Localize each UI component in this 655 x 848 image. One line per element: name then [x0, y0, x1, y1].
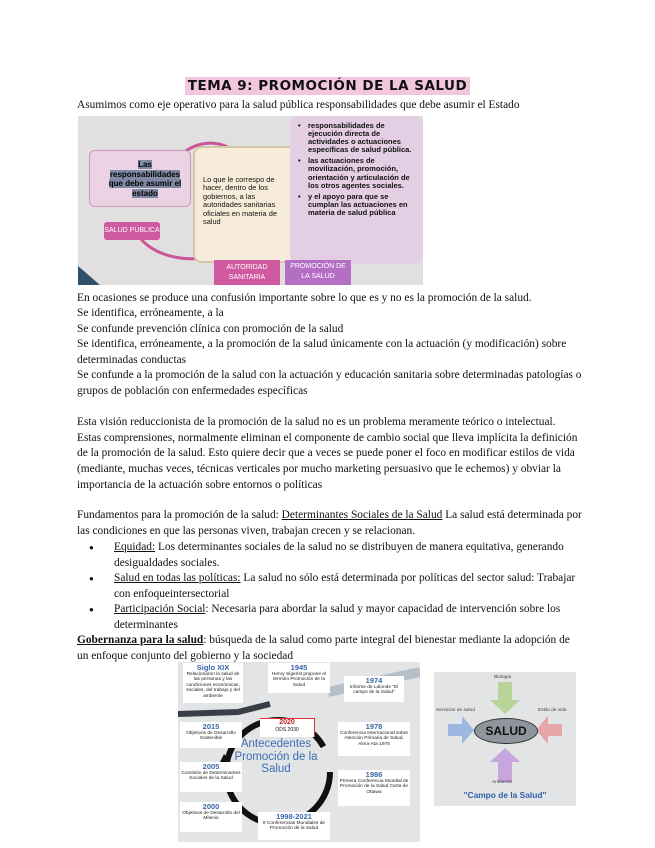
state-responsibilities-box	[89, 150, 191, 207]
fundamentos-paragraph	[77, 508, 582, 539]
left-box-label: Las responsabilidades que debe asumir el estado	[108, 160, 182, 198]
salud-ellipse: SALUD	[474, 718, 538, 744]
campo-salud-diagram	[434, 672, 576, 806]
event-year: Siglo XIX	[196, 663, 230, 672]
intro-text: Asumimos como eje operativo para la salud pública responsabilidades que debe asumir el Estado	[77, 99, 520, 111]
antecedentes-title: Antecedentes Promoción de la Salud	[234, 738, 318, 775]
promotion-box	[290, 116, 423, 264]
event-text: Objetivos de Desarrollo Sostenible	[186, 731, 236, 742]
health-authority-pill: AUTORIDAD SANITARIA	[214, 260, 280, 285]
reductionist-paragraph: Esta visión reduccionista de la promoción de la salud no es un problema meramente teórico o intelectual. Estas comprensiones, normalmente eliminan el componente de cambio social que lleva implícita la definición de la promoción de la salud. Esto quiere decir que a veces se puede poner el foco en modificar estilos de vida (mediante, muchas veces, técnicas verticales por mucho marketing persuasivo que le echemos) y obviar la importancia de la actuación sobre entornos o políticas	[77, 416, 578, 491]
confusion-line: Se confunde a la promoción de la salud con la actuación y educación sanitaria sobre determinadas patologías o grupos de población con enfermedades específicas	[77, 369, 582, 397]
timeline-event	[338, 722, 410, 756]
gobernanza-paragraph	[77, 633, 582, 664]
health-authority-box	[193, 146, 303, 263]
event-year: 1974	[365, 676, 383, 685]
event-text: Henry Sigerist propone el término Promoción de la Salud	[271, 672, 327, 688]
timeline-event	[344, 676, 404, 702]
event-text: Primera Conferencia Mundial de Promoción de la Salud Carta de Ottawa	[339, 779, 409, 795]
promotion-item: • las actuaciones de movilización, promoción, orientación y articulación de los otros agentes sociales.	[298, 157, 416, 189]
campo-top-label: Biología	[494, 675, 512, 680]
event-text: Comisión de Determinantes Sociales de la Salud	[181, 771, 241, 782]
fundamentos-lead: Fundamentos para la promoción de la salud:	[77, 509, 282, 521]
event-year: 1945	[290, 663, 308, 672]
campo-right-label: Estilo de vida	[538, 708, 567, 713]
timeline-event	[268, 663, 330, 693]
event-text: Conferencia Internacional sobre Atención Primaria de Salud, Alma-Ata 1978	[340, 731, 408, 747]
middle-box-text: Lo que le correspo de hacer, dentro de los gobiernos, a las autoridades sanitarias oficiales en materia de salud	[203, 175, 277, 227]
campo-caption: "Campo de la Salud"	[463, 790, 547, 800]
bullet-term: Equidad:	[114, 541, 156, 553]
bullet-term: Participación Social	[114, 603, 206, 615]
list-item	[77, 602, 577, 633]
event-text: ODS 2030	[275, 727, 299, 733]
promotion-item: • y el apoyo para que se cumplan las actuaciones en materia de salud pública	[298, 193, 416, 217]
confusion-line: En ocasiones se produce una confusión importante sobre lo que es y no es la promoción de la salud.	[77, 292, 532, 304]
event-year: 1986	[365, 770, 383, 779]
event-text: Objetivos de Desarrollo del Milenio	[182, 811, 240, 822]
fundamentos-list	[77, 540, 577, 633]
event-year: 1978	[365, 722, 383, 731]
bullet-text: Los determinantes sociales de la salud no se distribuyen de manera equitativa, generando desigualdades sociales.	[114, 541, 564, 569]
antecedentes-diagram	[178, 662, 420, 842]
event-year: 1998-2021	[276, 812, 312, 821]
confusion-line: Se identifica, erróneamente, a la promoción de la salud únicamente con la actuación (y modificación) sobre determinadas conductas	[77, 338, 567, 366]
fundamentos-rest: La salud está determinada por las condiciones en que las personas viven, trabajan crecen y se relacionan.	[77, 509, 582, 537]
timeline-event-highlight	[260, 718, 315, 737]
event-year: 2020	[279, 719, 295, 726]
event-year: 2015	[202, 722, 220, 731]
public-health-pill: SALUD PÚBLICA	[104, 222, 160, 240]
event-text: 9 Conferencias Mundiales de Promoción de la Salud	[262, 821, 326, 832]
responsibilities-diagram	[78, 116, 423, 285]
bullet-text: : Necesaria para abordar la salud y mayor capacidad de intervención sobre los determinantes	[114, 603, 561, 631]
state-responsibilities-text	[102, 160, 188, 198]
page-title: TEMA 9: PROMOCIÓN DE LA SALUD	[185, 77, 470, 95]
health-promotion-pill: PROMOCIÓN DE LA SALUD	[285, 260, 351, 285]
gobernanza-text: : búsqueda de la salud como parte integral del bienestar mediante la adopción de un enfoque conjunto del gobierno y la sociedad	[77, 634, 570, 662]
event-text: Informe de Lalonde "El campo de la Salud"	[349, 685, 399, 696]
timeline-event	[183, 663, 243, 703]
determinantes-term: Determinantes Sociales de la Salud	[281, 509, 443, 521]
bullet-term: Salud en todas las políticas:	[114, 572, 241, 584]
gobernanza-term: Gobernanza para la salud	[77, 634, 204, 646]
event-year: 2000	[202, 802, 220, 811]
event-text: Relacionaron la salud de las personas y las condiciones económicas, sociales, del trabajo y del ambiente	[186, 672, 240, 699]
confusion-line: Se confunde prevención clínica con promoción de la salud	[77, 323, 344, 335]
promotion-item: • responsabilidades de ejecución directa de actividades o actuaciones específicas de salud pública.	[298, 122, 416, 154]
campo-bottom-label: Ambiente	[492, 780, 513, 785]
title-wrap	[0, 77, 655, 95]
bullet-text: La salud no sólo está determinada por políticas del sector salud: Trabajar con enfoqueintersectorial	[114, 572, 576, 600]
timeline-event	[180, 802, 242, 832]
confusion-line: Se identifica, erróneamente, a la	[77, 307, 224, 319]
promotion-list	[298, 122, 416, 220]
event-year: 2005	[202, 762, 220, 771]
list-item	[77, 571, 577, 602]
campo-left-label: Servicios de salud	[436, 708, 475, 713]
timeline-event	[258, 812, 330, 840]
timeline-event	[338, 770, 410, 806]
list-item	[77, 540, 577, 571]
